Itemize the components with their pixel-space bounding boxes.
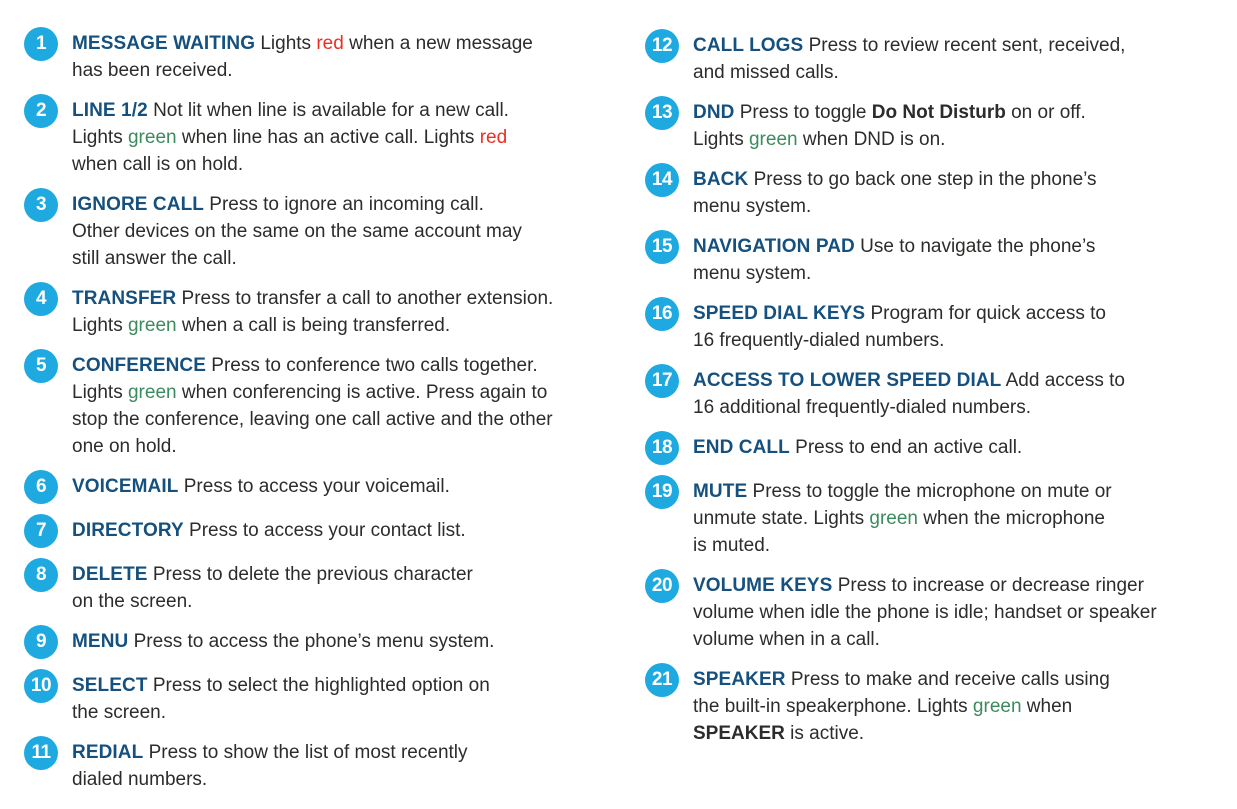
item-number-badge: 21 xyxy=(645,663,679,697)
body-text: is active. xyxy=(784,723,865,744)
item-number-badge: 19 xyxy=(645,475,679,509)
item-number-badge: 8 xyxy=(24,558,58,592)
body-text: Lights xyxy=(693,129,749,150)
list-item xyxy=(645,434,1229,465)
item-description xyxy=(693,32,1125,86)
list-item xyxy=(24,517,645,548)
item-title: SPEAKER xyxy=(693,669,786,690)
body-text: when call is on hold. xyxy=(72,154,244,175)
body-text: is muted. xyxy=(693,535,771,556)
list-item xyxy=(24,561,645,615)
list-item xyxy=(24,628,645,659)
body-text: Program for quick access to xyxy=(870,303,1106,324)
item-title: SELECT xyxy=(72,675,148,696)
item-title: MESSAGE WAITING xyxy=(72,33,256,54)
item-title: BACK xyxy=(693,169,749,190)
item-title: MENU xyxy=(72,631,129,652)
body-text: Press to go back one step in the phone’s xyxy=(753,169,1097,190)
bold-body-text: SPEAKER xyxy=(693,723,785,744)
body-text: Press to toggle the microphone on mute or xyxy=(752,481,1112,502)
body-text: Press to access the phone’s menu system. xyxy=(133,631,495,652)
item-description xyxy=(693,233,1095,287)
list-item xyxy=(645,300,1229,354)
item-number-badge: 5 xyxy=(24,349,58,383)
body-text: still answer the call. xyxy=(72,248,237,269)
item-description xyxy=(72,672,490,726)
body-text: Add access to xyxy=(1005,370,1125,391)
item-number-badge: 12 xyxy=(645,29,679,63)
item-number-badge: 7 xyxy=(24,514,58,548)
body-text: the built-in speakerphone. Lights xyxy=(693,696,973,717)
red-accent-text: red xyxy=(316,33,344,54)
list-item xyxy=(645,666,1229,747)
item-number-badge: 17 xyxy=(645,364,679,398)
body-text: Other devices on the same on the same account may xyxy=(72,221,522,242)
body-text: the screen. xyxy=(72,702,166,723)
body-text: Press to select the highlighted option on xyxy=(152,675,490,696)
list-item xyxy=(24,352,645,460)
green-accent-text: green xyxy=(869,508,918,529)
body-text: Lights xyxy=(72,127,128,148)
body-text: on the screen. xyxy=(72,591,193,612)
item-description xyxy=(72,352,553,460)
item-number-badge: 11 xyxy=(24,736,58,770)
item-description xyxy=(72,561,473,615)
body-text: when line has an active call. Lights xyxy=(176,127,480,148)
item-number-badge: 3 xyxy=(24,188,58,222)
body-text: when a new message xyxy=(343,33,533,54)
item-description xyxy=(693,367,1125,421)
body-text: Press to make and receive calls using xyxy=(790,669,1110,690)
item-description xyxy=(693,166,1097,220)
green-accent-text: green xyxy=(127,315,177,336)
list-item xyxy=(645,367,1229,421)
body-text: and missed calls. xyxy=(693,62,839,83)
item-title: DELETE xyxy=(72,564,148,585)
body-text: 16 additional frequently-dialed numbers. xyxy=(693,397,1031,418)
item-description xyxy=(72,97,509,178)
list-item xyxy=(24,285,645,339)
item-description xyxy=(72,473,450,500)
body-text: Press to transfer a call to another extension. xyxy=(181,288,554,309)
legend-columns xyxy=(24,30,1229,806)
item-description xyxy=(693,666,1110,747)
list-item xyxy=(24,473,645,504)
item-description xyxy=(72,628,494,655)
item-title: MUTE xyxy=(693,481,748,502)
item-number-badge: 13 xyxy=(645,96,679,130)
item-title: ACCESS TO LOWER SPEED DIAL xyxy=(693,370,1002,391)
body-text: Press to conference two calls together. xyxy=(211,355,538,376)
list-item xyxy=(24,672,645,726)
body-text: Lights xyxy=(72,382,128,403)
green-accent-text: green xyxy=(127,382,177,403)
body-text: dialed numbers. xyxy=(72,769,208,790)
item-description xyxy=(693,300,1106,354)
item-number-badge: 1 xyxy=(24,27,58,61)
body-text: Lights xyxy=(260,33,317,54)
list-item xyxy=(645,572,1229,653)
list-item xyxy=(24,191,645,272)
legend-column-right xyxy=(645,30,1229,760)
item-title: CONFERENCE xyxy=(72,355,207,376)
body-text: Press to increase or decrease ringer xyxy=(837,575,1144,596)
body-text: Press to review recent sent, received, xyxy=(808,35,1126,56)
list-item xyxy=(24,97,645,178)
bold-body-text: Do Not Disturb xyxy=(871,102,1006,123)
list-item xyxy=(645,99,1229,153)
red-accent-text: red xyxy=(479,127,508,148)
item-title: IGNORE CALL xyxy=(72,194,204,215)
item-title: NAVIGATION PAD xyxy=(693,236,855,257)
item-title: TRANSFER xyxy=(72,288,177,309)
item-number-badge: 10 xyxy=(24,669,58,703)
item-description xyxy=(693,572,1157,653)
body-text: Use to navigate the phone’s xyxy=(860,236,1096,257)
item-title: SPEED DIAL KEYS xyxy=(693,303,866,324)
body-text: Press to ignore an incoming call. xyxy=(209,194,484,215)
body-text: when the microphone xyxy=(918,508,1105,529)
body-text: Press to access your contact list. xyxy=(189,520,466,541)
list-item xyxy=(645,478,1229,559)
item-description xyxy=(693,99,1086,153)
body-text: 16 frequently-dialed numbers. xyxy=(693,330,945,351)
item-number-badge: 16 xyxy=(645,297,679,331)
item-title: DND xyxy=(693,102,735,123)
list-item xyxy=(645,166,1229,220)
body-text: Press to end an active call. xyxy=(795,437,1023,458)
body-text: on or off. xyxy=(1005,102,1086,123)
item-description xyxy=(72,30,533,84)
item-number-badge: 9 xyxy=(24,625,58,659)
item-number-badge: 20 xyxy=(645,569,679,603)
item-title: DIRECTORY xyxy=(72,520,184,541)
item-description xyxy=(72,191,522,272)
item-number-badge: 14 xyxy=(645,163,679,197)
list-item xyxy=(645,32,1229,86)
item-title: VOLUME KEYS xyxy=(693,575,833,596)
item-number-badge: 6 xyxy=(24,470,58,504)
item-number-badge: 2 xyxy=(24,94,58,128)
item-description xyxy=(693,434,1022,461)
body-text: unmute state. Lights xyxy=(693,508,870,529)
item-title: LINE 1/2 xyxy=(72,100,148,121)
green-accent-text: green xyxy=(972,696,1022,717)
item-description xyxy=(72,517,466,544)
legend-column-left xyxy=(24,30,645,806)
item-title: CALL LOGS xyxy=(693,35,804,56)
item-title: REDIAL xyxy=(72,742,144,763)
body-text: when DND is on. xyxy=(797,129,946,150)
body-text: stop the conference, leaving one call active and the other xyxy=(72,409,553,430)
body-text: volume when idle the phone is idle; handset or speaker xyxy=(693,602,1157,623)
list-item xyxy=(24,30,645,84)
body-text: menu system. xyxy=(693,263,812,284)
body-text: one on hold. xyxy=(72,436,177,457)
item-description xyxy=(72,739,468,793)
body-text: when conferencing is active. Press again to xyxy=(176,382,548,403)
body-text: when xyxy=(1021,696,1073,717)
body-text: Press to show the list of most recently xyxy=(148,742,468,763)
item-title: VOICEMAIL xyxy=(72,476,179,497)
body-text: Press to toggle xyxy=(739,102,872,123)
green-accent-text: green xyxy=(748,129,798,150)
list-item xyxy=(645,233,1229,287)
green-accent-text: green xyxy=(127,127,177,148)
body-text: Not lit when line is available for a new call. xyxy=(153,100,509,121)
body-text: menu system. xyxy=(693,196,812,217)
item-number-badge: 15 xyxy=(645,230,679,264)
item-title: END CALL xyxy=(693,437,790,458)
body-text: Press to delete the previous character xyxy=(152,564,473,585)
list-item xyxy=(24,739,645,793)
body-text: Press to access your voicemail. xyxy=(183,476,450,497)
body-text: when a call is being transferred. xyxy=(176,315,451,336)
body-text: volume when in a call. xyxy=(693,629,880,650)
item-number-badge: 4 xyxy=(24,282,58,316)
body-text: has been received. xyxy=(72,60,233,81)
item-description xyxy=(693,478,1112,559)
item-number-badge: 18 xyxy=(645,431,679,465)
item-description xyxy=(72,285,553,339)
body-text: Lights xyxy=(72,315,128,336)
